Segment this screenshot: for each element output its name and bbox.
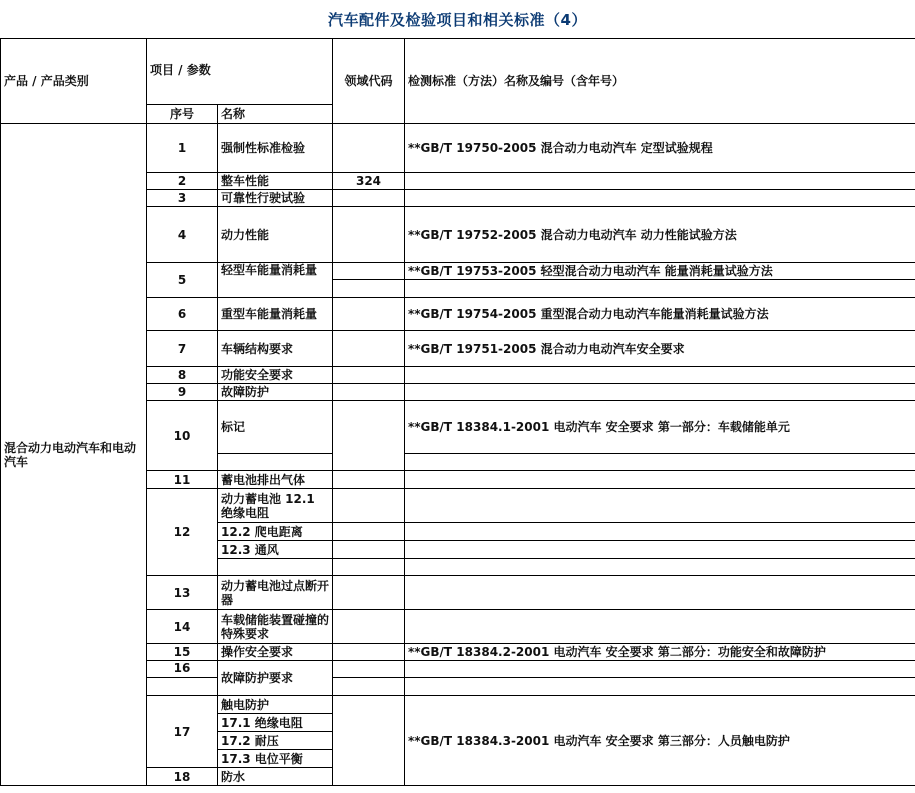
domain-code-cell <box>333 367 405 384</box>
domain-code-cell <box>333 280 405 298</box>
item-name: 动力蓄电池过点断开器 <box>218 576 333 610</box>
standard-cell: **GB/T 19751-2005 混合动力电动汽车安全要求 <box>405 331 915 367</box>
seq-cell: 13 <box>147 576 218 610</box>
item-name: 标记 <box>218 401 333 454</box>
seq-cell: 8 <box>147 367 218 384</box>
seq-cell: 9 <box>147 384 218 401</box>
domain-code-cell <box>333 489 405 523</box>
domain-code-cell <box>333 331 405 367</box>
domain-code-cell <box>333 190 405 207</box>
standard-cell: **GB/T 19750-2005 混合动力电动汽车 定型试验规程 <box>405 124 915 173</box>
item-name: 故障防护 <box>218 384 333 401</box>
seq-cell: 7 <box>147 331 218 367</box>
domain-code-cell <box>333 644 405 661</box>
item-name: 车辆结构要求 <box>218 331 333 367</box>
seq-cell: 18 <box>147 768 218 786</box>
standard-cell <box>405 559 915 576</box>
item-name: 操作安全要求 <box>218 644 333 661</box>
standard-cell: **GB/T 18384.2-2001 电动汽车 安全要求 第二部分：功能安全和故障防护 <box>405 644 915 661</box>
domain-code-cell <box>333 384 405 401</box>
seq-cell: 14 <box>147 610 218 644</box>
standard-cell <box>405 610 915 644</box>
item-name: 12.3 通风 <box>218 541 333 559</box>
item-name: 可靠性行驶试验 <box>218 190 333 207</box>
domain-code-cell <box>333 559 405 576</box>
standard-cell <box>405 576 915 610</box>
standard-cell: **GB/T 18384.3-2001 电动汽车 安全要求 第三部分：人员触电防护 <box>405 696 915 786</box>
item-name: 功能安全要求 <box>218 367 333 384</box>
domain-code-cell <box>333 576 405 610</box>
standard-cell: **GB/T 19752-2005 混合动力电动汽车 动力性能试验方法 <box>405 207 915 263</box>
standard-cell <box>405 541 915 559</box>
seq-cell: 3 <box>147 190 218 207</box>
domain-code-cell: 324 <box>333 173 405 190</box>
item-name: 动力蓄电池 12.1 绝缘电阻 <box>218 489 333 523</box>
seq-cell: 2 <box>147 173 218 190</box>
item-name: 防水 <box>218 768 333 786</box>
domain-code-cell <box>333 541 405 559</box>
header-name: 名称 <box>218 105 333 124</box>
standard-cell <box>405 523 915 541</box>
standard-cell <box>405 173 915 190</box>
seq-cell-blank <box>147 678 218 696</box>
header-domain-code: 领域代码 <box>333 39 405 124</box>
item-name: 整车性能 <box>218 173 333 190</box>
item-name: 轻型车能量消耗量 <box>218 263 333 298</box>
seq-cell: 11 <box>147 471 218 489</box>
header-seq: 序号 <box>147 105 218 124</box>
standard-cell <box>405 454 915 471</box>
seq-cell: 17 <box>147 696 218 768</box>
seq-cell: 6 <box>147 298 218 331</box>
standard-cell <box>405 678 915 696</box>
item-name-blank <box>218 559 333 576</box>
seq-cell: 1 <box>147 124 218 173</box>
seq-cell: 10 <box>147 401 218 471</box>
item-name: 车载储能装置碰撞的特殊要求 <box>218 610 333 644</box>
domain-code-cell <box>333 678 405 696</box>
header-standard: 检测标准（方法）名称及编号（含年号） <box>405 39 915 124</box>
standard-cell: **GB/T 18384.1-2001 电动汽车 安全要求 第一部分：车载储能单元 <box>405 401 915 454</box>
item-name: 强制性标准检验 <box>218 124 333 173</box>
domain-code-cell <box>333 124 405 173</box>
seq-cell: 5 <box>147 263 218 298</box>
seq-cell: 4 <box>147 207 218 263</box>
item-name-blank <box>218 454 333 471</box>
domain-code-cell <box>333 661 405 678</box>
standard-cell: **GB/T 19753-2005 轻型混合动力电动汽车 能量消耗量试验方法 <box>405 263 915 280</box>
item-name: 12.2 爬电距离 <box>218 523 333 541</box>
standard-cell <box>405 280 915 298</box>
standards-table <box>0 38 915 786</box>
standard-cell <box>405 384 915 401</box>
standard-cell: **GB/T 19754-2005 重型混合动力电动汽车能量消耗量试验方法 <box>405 298 915 331</box>
domain-code-cell <box>333 523 405 541</box>
domain-code-cell <box>333 207 405 263</box>
header-item-param: 项目 / 参数 <box>147 39 333 105</box>
seq-cell: 15 <box>147 644 218 661</box>
domain-code-cell <box>333 298 405 331</box>
standard-cell <box>405 367 915 384</box>
standard-cell <box>405 471 915 489</box>
header-product: 产品 / 产品类别 <box>1 39 147 124</box>
domain-code-cell <box>333 401 405 471</box>
seq-cell: 16 <box>147 661 218 678</box>
item-name: 17.2 耐压 <box>218 732 333 750</box>
standard-cell <box>405 190 915 207</box>
item-name: 重型车能量消耗量 <box>218 298 333 331</box>
domain-code-cell <box>333 696 405 786</box>
item-name: 故障防护要求 <box>218 661 333 696</box>
item-name: 动力性能 <box>218 207 333 263</box>
domain-code-cell <box>333 471 405 489</box>
item-name: 蓄电池排出气体 <box>218 471 333 489</box>
domain-code-cell <box>333 263 405 280</box>
item-name: 17.3 电位平衡 <box>218 750 333 768</box>
seq-cell: 12 <box>147 489 218 576</box>
page-title: 汽车配件及检验项目和相关标准（4） <box>328 10 587 29</box>
domain-code-cell <box>333 610 405 644</box>
item-name: 17.1 绝缘电阻 <box>218 714 333 732</box>
standard-cell <box>405 661 915 678</box>
product-category: 混合动力电动汽车和电动汽车 <box>1 124 147 786</box>
standard-cell <box>405 489 915 523</box>
item-name: 触电防护 <box>218 696 333 714</box>
